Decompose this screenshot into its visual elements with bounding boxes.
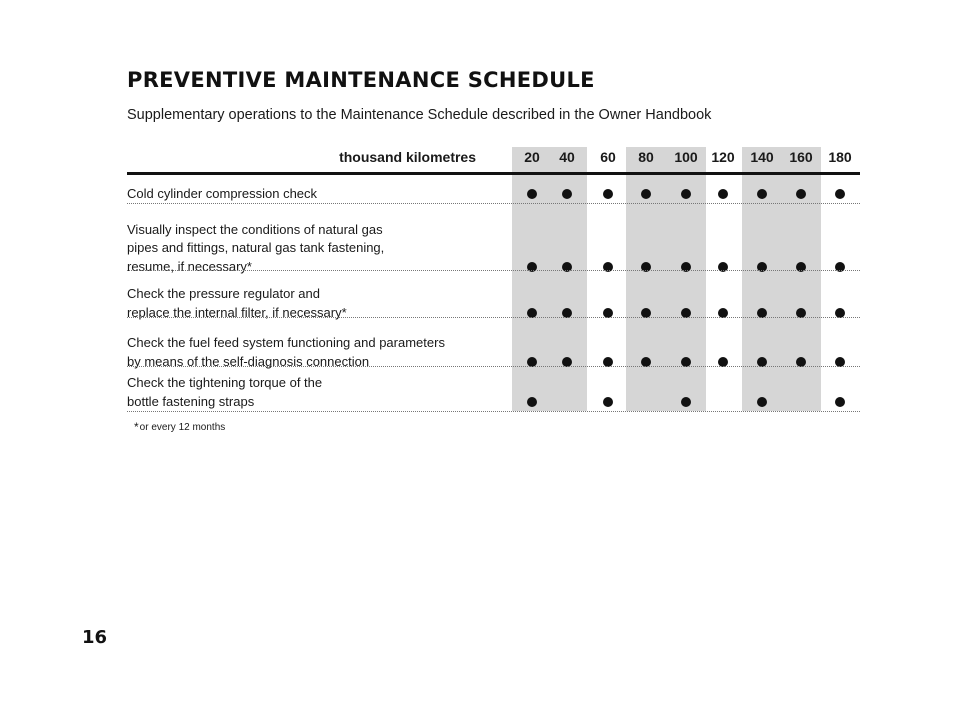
- row-label-line: resume, if necessary*: [127, 258, 252, 274]
- row-label-line: pipes and fittings, natural gas tank fastening,: [127, 240, 385, 255]
- schedule-mark: [603, 189, 613, 199]
- schedule-mark: [835, 397, 845, 407]
- row-label-line: Visually inspect the conditions of natural gas: [127, 221, 383, 237]
- schedule-mark: [681, 397, 691, 407]
- column-band: [512, 147, 587, 411]
- row-label-line: by means of the self-diagnosis connection: [127, 353, 370, 369]
- row-label: [127, 374, 497, 411]
- column-band: [626, 147, 706, 411]
- row-separator: [127, 270, 860, 271]
- schedule-mark: [603, 397, 613, 407]
- column-header-140: 140: [750, 149, 774, 165]
- schedule-mark: [527, 189, 537, 199]
- row-separator: [127, 366, 860, 367]
- column-header-160: 160: [789, 149, 813, 165]
- footnote: [134, 419, 225, 433]
- row-separator: [127, 317, 860, 318]
- column-header-40: 40: [559, 149, 575, 165]
- column-header-20: 20: [524, 149, 540, 165]
- page-title: PREVENTIVE MAINTENANCE SCHEDULE: [127, 68, 595, 92]
- schedule-mark: [527, 397, 537, 407]
- column-band: [742, 147, 821, 411]
- row-separator: [127, 203, 860, 204]
- column-unit-label: thousand kilometres: [339, 149, 476, 165]
- row-label-line: Check the pressure regulator and: [127, 286, 320, 301]
- row-separator: [127, 411, 860, 412]
- footnote-symbol: *: [134, 420, 139, 434]
- column-header-120: 120: [711, 149, 735, 165]
- schedule-mark: [757, 189, 767, 199]
- schedule-mark: [757, 397, 767, 407]
- schedule-mark: [562, 189, 572, 199]
- schedule-mark: [641, 189, 651, 199]
- column-header-100: 100: [674, 149, 698, 165]
- row-label: [127, 185, 497, 204]
- column-header-80: 80: [638, 149, 654, 165]
- row-label-line: bottle fastening straps: [127, 393, 255, 409]
- schedule-mark: [796, 189, 806, 199]
- row-label-line: Check the fuel feed system functioning and parameters: [127, 335, 445, 350]
- row-label-line: Cold cylinder compression check: [127, 185, 318, 201]
- footnote-text: or every 12 months: [139, 422, 226, 433]
- schedule-mark: [718, 189, 728, 199]
- schedule-mark: [681, 189, 691, 199]
- row-label-line: replace the internal filter, if necessary*: [127, 304, 347, 320]
- schedule-mark: [835, 189, 845, 199]
- column-header-180: 180: [828, 149, 852, 165]
- page-subtitle: Supplementary operations to the Maintenance Schedule described in the Owner Handbook: [127, 107, 712, 123]
- page-number: 16: [82, 627, 108, 648]
- header-rule: [127, 172, 860, 175]
- row-label-line: Check the tightening torque of the: [127, 375, 323, 390]
- row-label: [127, 221, 497, 277]
- column-header-60: 60: [600, 149, 616, 165]
